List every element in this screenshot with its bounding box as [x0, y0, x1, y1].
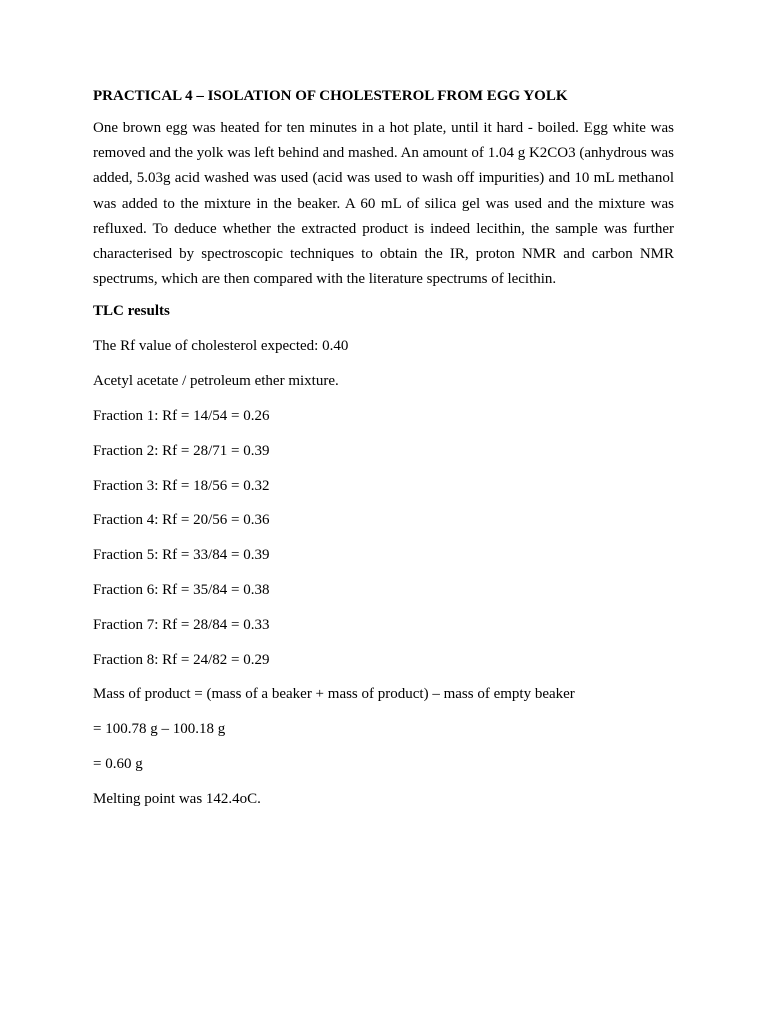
mass-formula-line: Mass of product = (mass of a beaker + mass of product) – mass of empty beaker	[93, 686, 575, 703]
solvent-mixture-line: Acetyl acetate / petroleum ether mixture.	[93, 373, 339, 390]
intro-paragraph: One brown egg was heated for ten minutes in a hot plate, until it hard - boiled. Egg white was removed and the yolk was left behind and mashed. An amount of 1.04 g K2CO3 (anhydrous was added, 5.03g acid washed was used (acid was used to wash off impurities) and 10 mL methanol was added to the mixture in the beaker. A 60 mL of silica gel was used and the mixture was refluxed. To deduce whether the extracted product is indeed lecithin, the sample was further characterised by spectroscopic techniques to obtain the IR, proton NMR and carbon NMR spectrums, which are then compared with the literature spectrums of lecithin.	[93, 120, 674, 288]
fraction-3-line: Fraction 3: Rf = 18/56 = 0.32	[93, 477, 270, 494]
tlc-results-heading: TLC results	[93, 303, 170, 320]
melting-point-line: Melting point was 142.4oC.	[93, 790, 261, 807]
fraction-1-line: Fraction 1: Rf = 14/54 = 0.26	[93, 408, 270, 425]
mass-result-line: = 0.60 g	[93, 755, 143, 772]
document-title: PRACTICAL 4 – ISOLATION OF CHOLESTEROL FROM EGG YOLK	[93, 88, 568, 104]
expected-rf-line: The Rf value of cholesterol expected: 0.40	[93, 338, 349, 355]
fraction-8-line: Fraction 8: Rf = 24/82 = 0.29	[93, 651, 270, 668]
fraction-2-line: Fraction 2: Rf = 28/71 = 0.39	[93, 442, 270, 459]
fraction-4-line: Fraction 4: Rf = 20/56 = 0.36	[93, 512, 270, 529]
fraction-7-line: Fraction 7: Rf = 28/84 = 0.33	[93, 616, 270, 633]
fraction-6-line: Fraction 6: Rf = 35/84 = 0.38	[93, 582, 270, 598]
document-page	[93, 86, 674, 824]
fraction-5-line: Fraction 5: Rf = 33/84 = 0.39	[93, 547, 270, 564]
mass-calculation-line: = 100.78 g – 100.18 g	[93, 721, 226, 738]
